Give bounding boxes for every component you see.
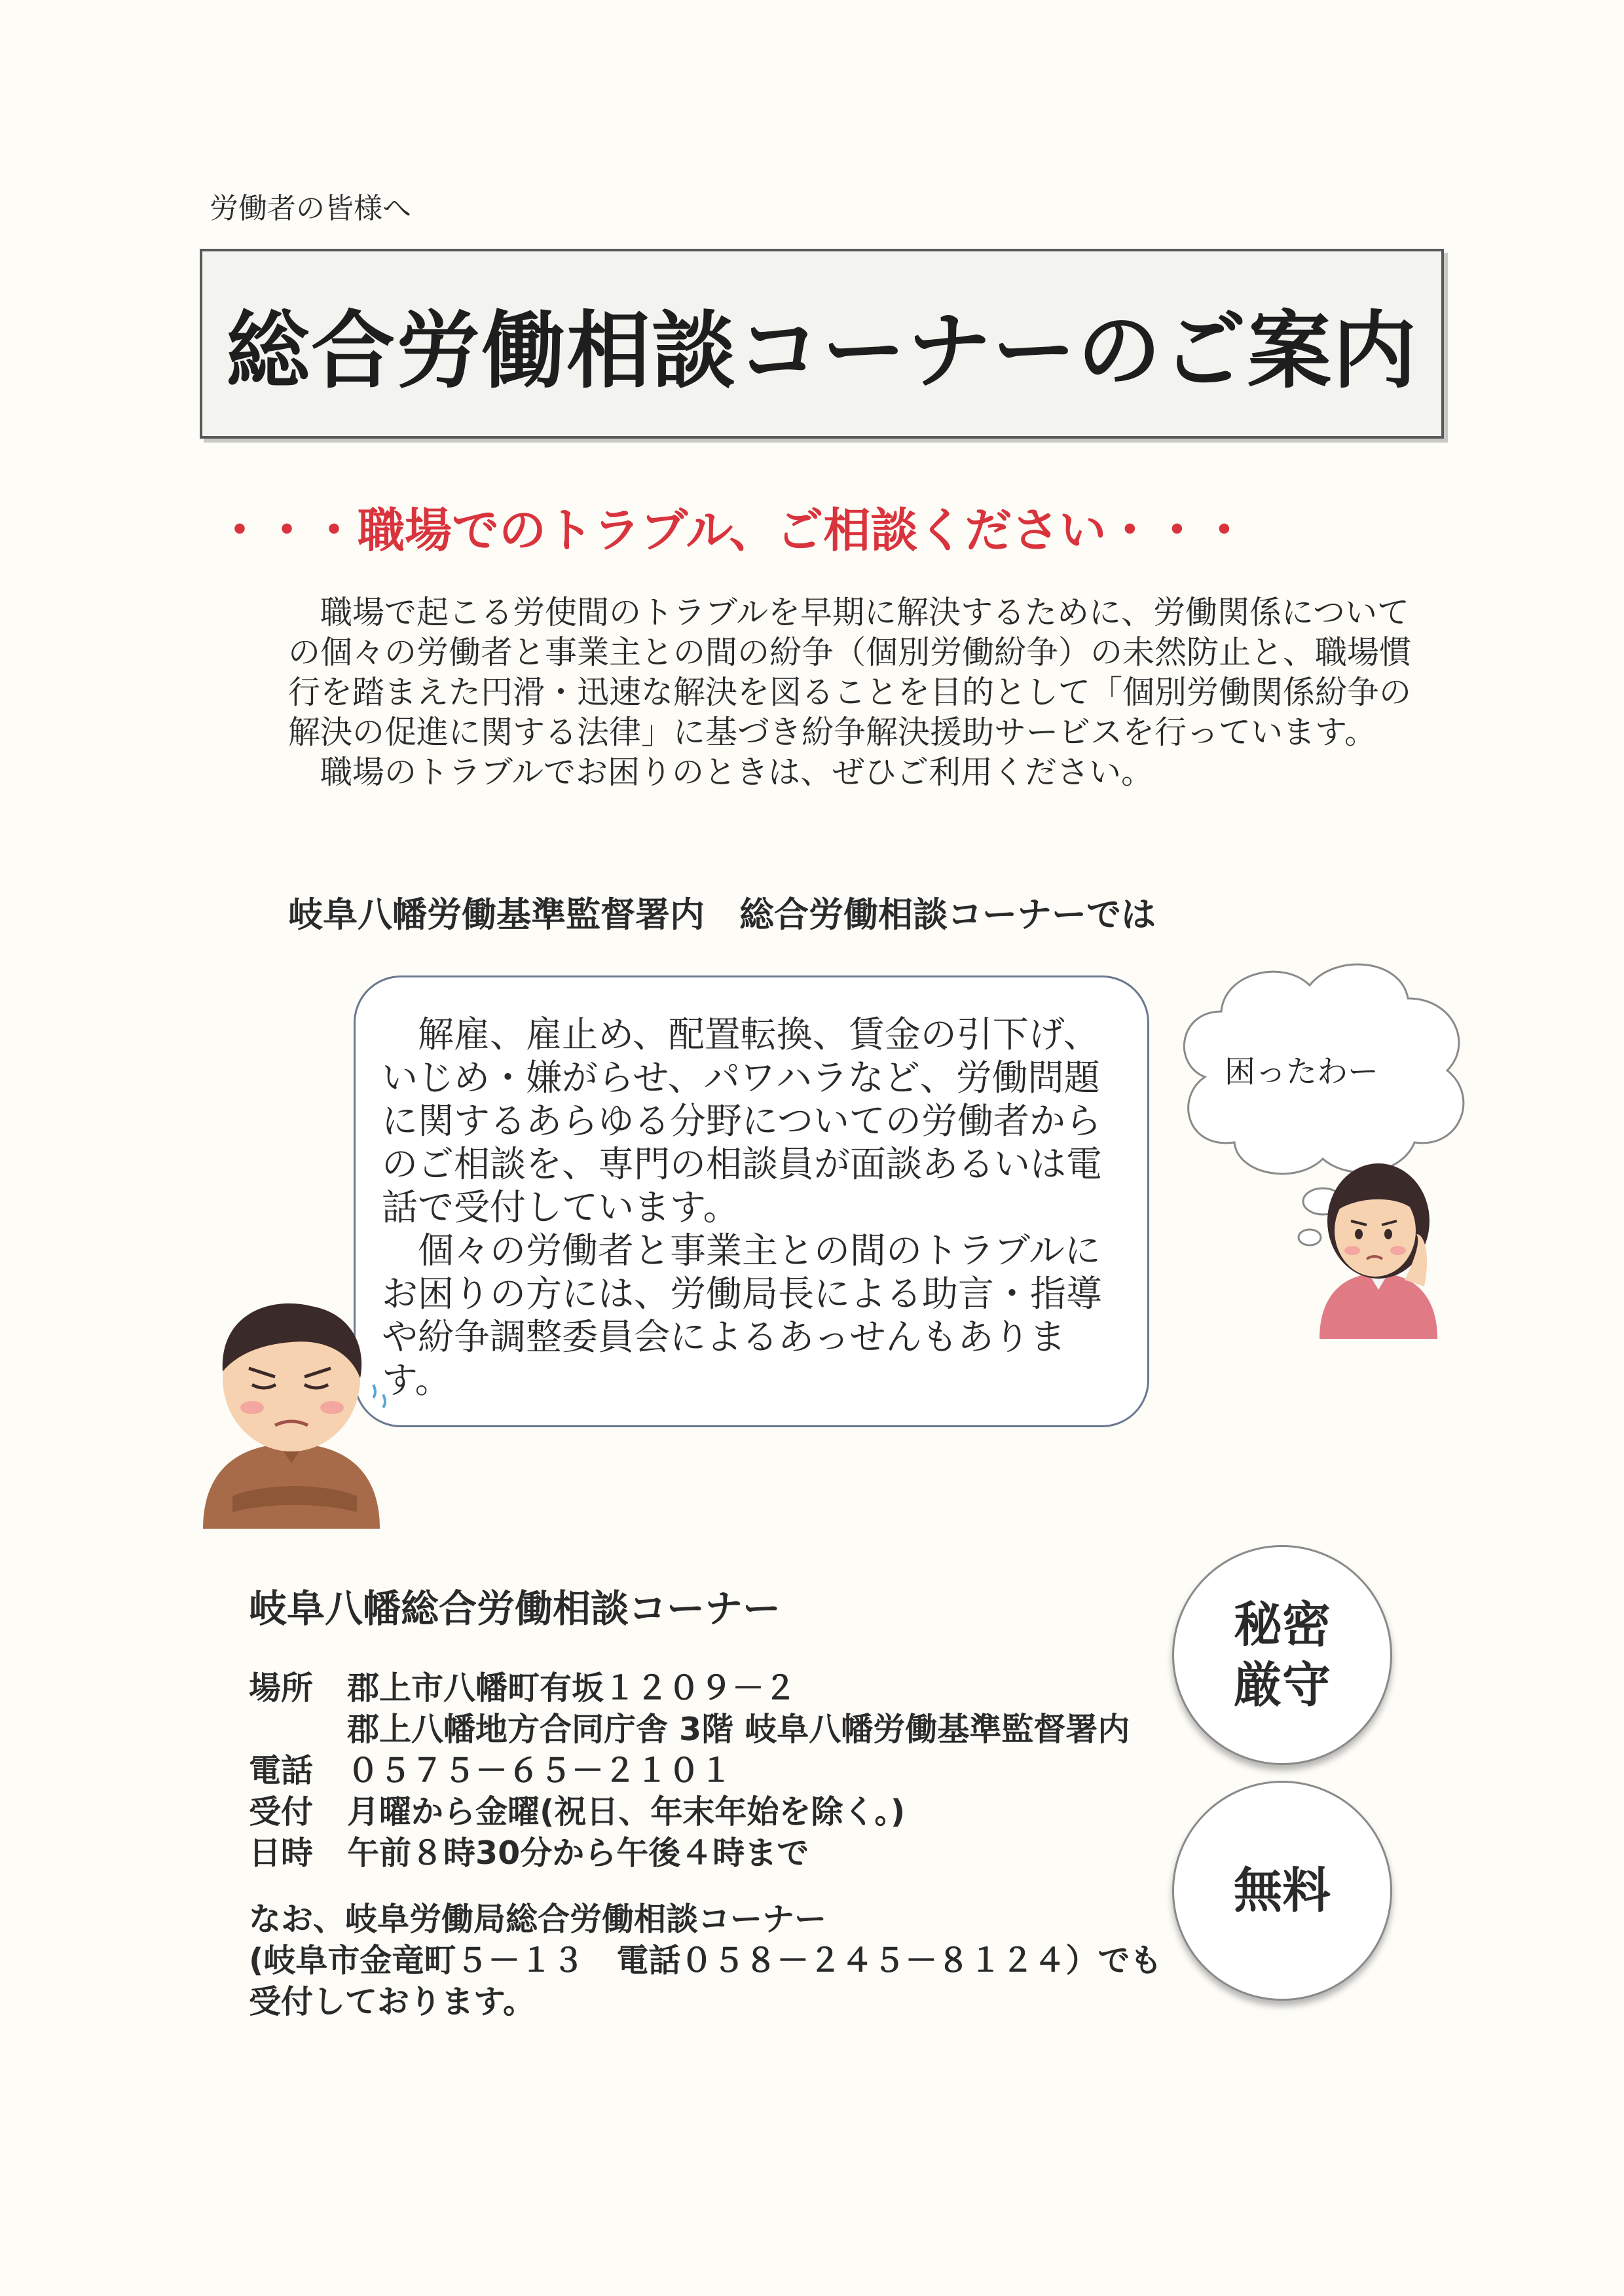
confidential-badge-line-1: 秘密: [1234, 1597, 1331, 1653]
hours-row: [249, 1787, 905, 1832]
page-title: 総合労働相談コーナーのご案内: [225, 302, 1418, 400]
intro-text: [288, 592, 1414, 792]
corner-name: 岐阜八幡総合労働相談コーナー: [249, 1586, 781, 1631]
location-address: 郡上市八幡町有坂１２０９－２: [347, 1669, 797, 1707]
worried-man-illustration: [193, 1286, 396, 1529]
office-heading: 岐阜八幡労働基準監督署内 総合労働相談コーナーでは: [288, 895, 1156, 935]
location-row-2: [249, 1704, 1130, 1750]
services-paragraph-2: 個々の労働者と事業主との間のトラブルにお困りの方には、労働局長による助言・指導や紛争調整委員会によるあっせんもあります。: [382, 1230, 1103, 1401]
location-row: [249, 1663, 796, 1709]
worried-woman-illustration: [1306, 1142, 1450, 1352]
subtitle: ・・・職場でのトラブル、ご相談ください・・・: [216, 503, 1248, 558]
confidential-badge-line-2: 厳守: [1234, 1657, 1331, 1713]
note-line-2: (岐阜市金竜町５－１３ 電話０５８－２４５－８１２４）でも: [249, 1942, 1162, 1979]
hours-label-1: 受付: [249, 1793, 314, 1831]
services-speech-bubble: [354, 975, 1149, 1427]
free-badge: [1172, 1781, 1392, 2001]
services-paragraph-1: 解雇、雇止め、配置転換、賃金の引下げ、いじめ・嫌がらせ、パワハラなど、労働問題に関するあらゆる分野についての労働者からのご相談を、専門の相談員が面談あるいは電話で受付しています。: [382, 1013, 1103, 1228]
note-line-3: 受付しております。: [249, 1983, 536, 2020]
phone-row: [249, 1745, 732, 1791]
phone-number: ０５７５－６５－２１０１: [347, 1752, 733, 1789]
intro-paragraph-1: 職場で起こる労使間のトラブルを早期に解決するために、労働関係についての個々の労働者と事業主との間の紛争（個別労働紛争）の未然防止と、職場慣行を踏まえた円滑・迅速な解決を図ることを目的として「個別労働関係紛争の解決の促進に関する法律」に基づき紛争解決援助サービスを行っています。: [288, 594, 1412, 751]
greeting-text: 労働者の皆様へ: [210, 192, 411, 225]
thought-bubble-text: 困ったわー: [1225, 1054, 1378, 1090]
hours-time: 午前８時30分から午後４時まで: [347, 1834, 809, 1872]
location-label: 場所: [249, 1669, 314, 1707]
intro-paragraph-2: 職場のトラブルでお困りのときは、ぜひご利用ください。: [320, 754, 1154, 791]
hours-row-2: [249, 1828, 809, 1874]
note-line-1: なお、岐阜労働局総合労働相談コーナー: [249, 1901, 827, 1938]
hours-days: 月曜から金曜(祝日、年末年始を除く。): [347, 1793, 906, 1831]
location-building: 郡上八幡地方合同庁舎 3階 岐阜八幡労働基準監督署内: [347, 1711, 1130, 1748]
confidential-badge: [1172, 1545, 1392, 1765]
alternate-office-note: [249, 1899, 1162, 2022]
title-box: [200, 249, 1444, 439]
phone-label: 電話: [249, 1752, 314, 1789]
hours-label-2: 日時: [249, 1834, 314, 1872]
free-badge-text: 無料: [1234, 1863, 1331, 1919]
